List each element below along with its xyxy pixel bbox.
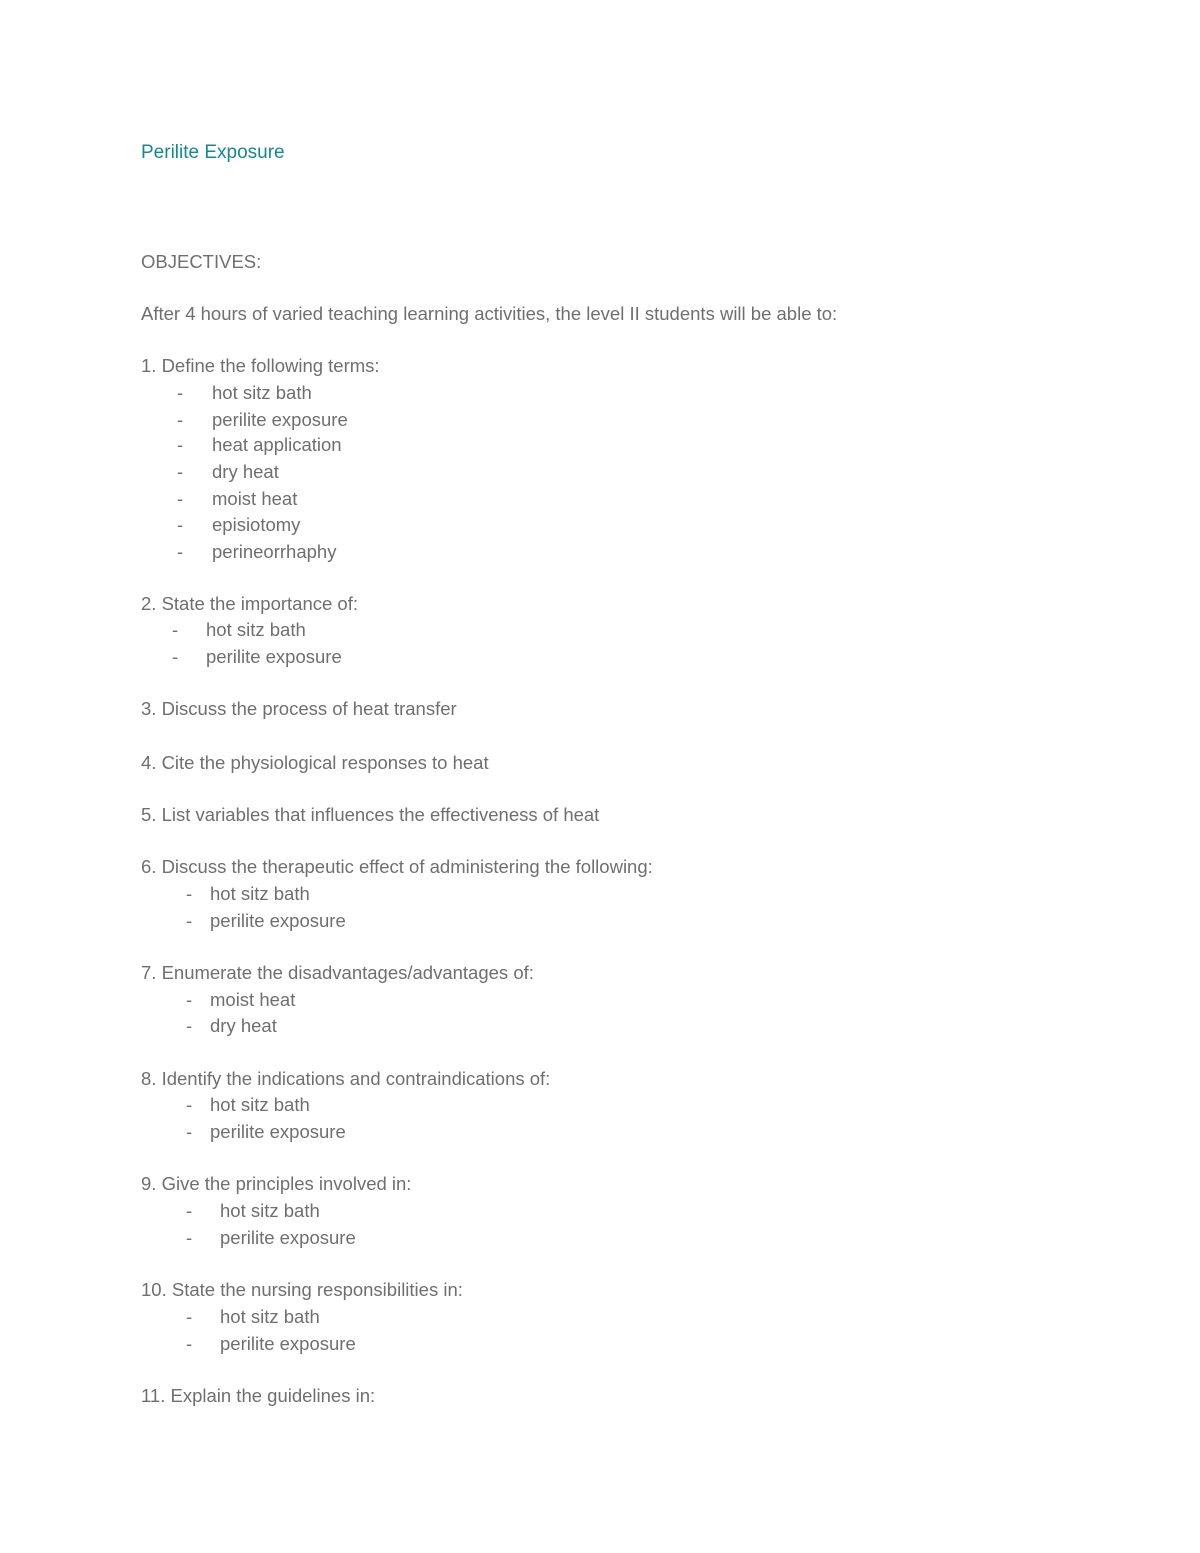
objective-9-term: hot sitz bath (220, 1200, 320, 1221)
bullet-dash: - (186, 989, 193, 1010)
objective-5: 5. List variables that influences the effectiveness of heat (141, 804, 600, 825)
bullet-dash: - (172, 619, 179, 640)
bullet-dash: - (177, 488, 184, 509)
objective-10-term: perilite exposure (220, 1333, 356, 1354)
objective-6-term: hot sitz bath (210, 883, 310, 904)
bullet-dash: - (186, 1200, 193, 1221)
objective-7-term: moist heat (210, 989, 296, 1010)
bullet-dash: - (186, 1333, 193, 1354)
objective-2: 2. State the importance of: (141, 593, 358, 614)
objective-7-term: dry heat (210, 1015, 277, 1036)
objective-4: 4. Cite the physiological responses to heat (141, 752, 489, 773)
objective-10: 10. State the nursing responsibilities in: (141, 1279, 463, 1300)
objective-1-term: moist heat (212, 488, 298, 509)
bullet-dash: - (177, 514, 184, 535)
objective-1-term: perineorrhaphy (212, 541, 337, 562)
objective-3: 3. Discuss the process of heat transfer (141, 698, 457, 719)
objective-8: 8. Identify the indications and contraindications of: (141, 1068, 551, 1089)
objective-2-term: hot sitz bath (206, 619, 306, 640)
objective-8-term: hot sitz bath (210, 1094, 310, 1115)
objective-1-term: dry heat (212, 461, 279, 482)
objective-6-term: perilite exposure (210, 910, 346, 931)
bullet-dash: - (186, 1121, 193, 1142)
objective-1: 1. Define the following terms: (141, 355, 380, 376)
objective-6: 6. Discuss the therapeutic effect of administering the following: (141, 856, 653, 877)
bullet-dash: - (172, 646, 179, 667)
objectives-heading: OBJECTIVES: (141, 251, 262, 272)
objective-1-term: hot sitz bath (212, 382, 312, 403)
objective-1-term: perilite exposure (212, 409, 348, 430)
document-title: Perilite Exposure (141, 142, 285, 163)
intro-paragraph: After 4 hours of varied teaching learning activities, the level II students will be able to: (141, 303, 838, 324)
bullet-dash: - (177, 409, 184, 430)
objective-9-term: perilite exposure (220, 1227, 356, 1248)
bullet-dash: - (186, 1306, 193, 1327)
objective-7: 7. Enumerate the disadvantages/advantages of: (141, 962, 534, 983)
objective-1-term: episiotomy (212, 514, 301, 535)
objective-2-term: perilite exposure (206, 646, 342, 667)
objective-8-term: perilite exposure (210, 1121, 346, 1142)
bullet-dash: - (186, 1227, 193, 1248)
bullet-dash: - (186, 883, 193, 904)
bullet-dash: - (177, 461, 184, 482)
objective-9: 9. Give the principles involved in: (141, 1173, 412, 1194)
bullet-dash: - (177, 541, 184, 562)
bullet-dash: - (186, 1015, 193, 1036)
bullet-dash: - (177, 434, 184, 455)
objective-10-term: hot sitz bath (220, 1306, 320, 1327)
objective-11: 11. Explain the guidelines in: (141, 1385, 376, 1406)
bullet-dash: - (177, 382, 184, 403)
bullet-dash: - (186, 910, 193, 931)
bullet-dash: - (186, 1094, 193, 1115)
objective-1-term: heat application (212, 434, 342, 455)
